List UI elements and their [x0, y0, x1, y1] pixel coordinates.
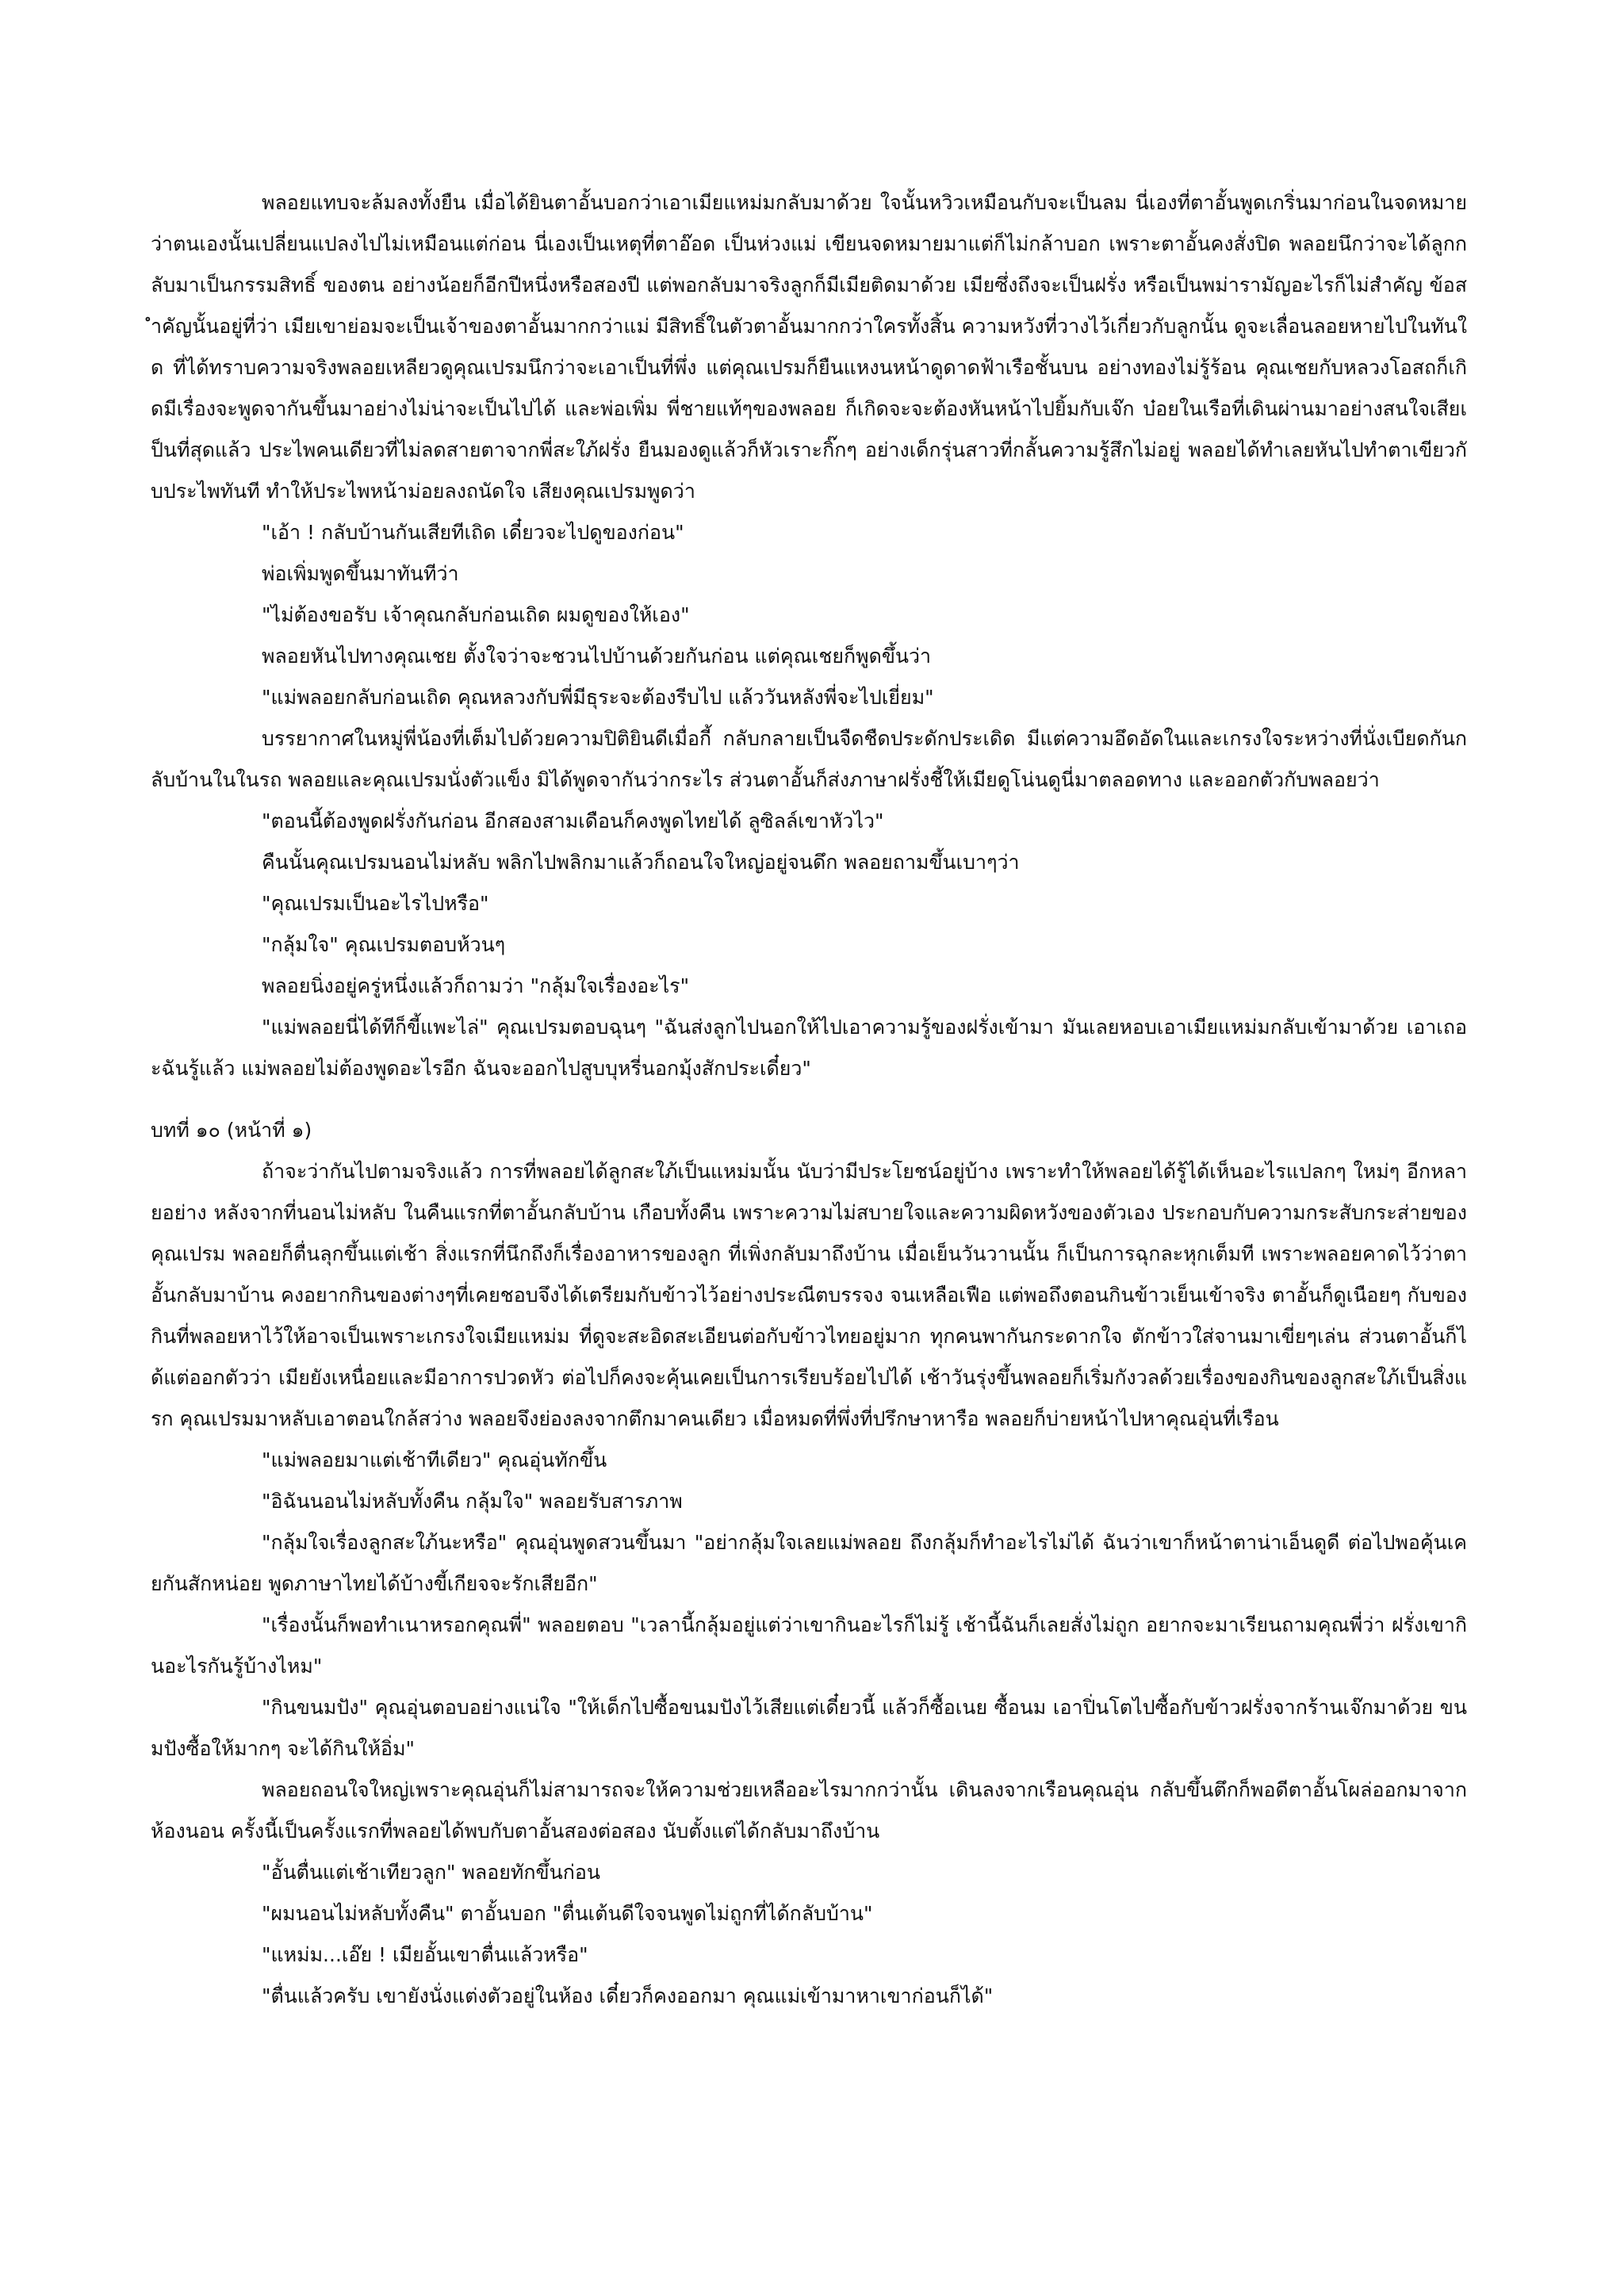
paragraph: "อิฉันนอนไม่หลับทั้งคืน กลุ้มใจ" พลอยรับสารภาพ: [262, 1490, 683, 1513]
paragraph: "แหม่ม...เอ๊ย ! เมียอั้นเขาตื่นแล้วหรือ": [262, 1943, 588, 1966]
paragraph: คืนนั้นคุณเปรมนอนไม่หลับ พลิกไปพลิกมาแล้วก็ถอนใจใหญ่อยู่จนดึก พลอยถามขึ้นเบาๆว่า: [262, 851, 1020, 874]
paragraph: บรรยากาศในหมู่พี่น้องที่เต็มไปด้วยความปิติยินดีเมื่อกี้ กลับกลายเป็นจืดชืดประดักประเดิด มีแต่ความอึดอัดในและเกรงใจระหว่างที่นั่งเบียดกันกลับบ้านในในรถ พลอยและคุณเปรมนั่งตัวแข็ง มิได้พูดจากันว่ากระไร ส่วนตาอั้นก็ส่งภาษาฝรั่งชี้ให้เมียดูโน่นดูนี่มาตลอดทาง และออกตัวกับพลอยว่า: [151, 727, 1467, 791]
paragraph: "ตอนนี้ต้องพูดฝรั่งกันก่อน อีกสองสามเดือนก็คงพูดไทยได้ ลูซิลล์เขาหัวไว": [262, 809, 884, 832]
document-page: [151, 182, 1467, 2017]
paragraph: พ่อเพิ่มพูดขึ้นมาทันทีว่า: [262, 562, 459, 585]
paragraph: "กลุ้มใจ" คุณเปรมตอบห้วนๆ: [262, 933, 506, 956]
paragraph: "อั้นตื่นแต่เช้าเทียวลูก" พลอยทักขึ้นก่อน: [262, 1861, 600, 1884]
paragraph: "กลุ้มใจเรื่องลูกสะใภ้นะหรือ" คุณอุ่นพูดสวนขึ้นมา "อย่ากลุ้มใจเลยแม่พลอย ถึงกลุ้มก็ทำอะไรไม่ได้ ฉันว่าเขาก็หน้าตาน่าเอ็นดูดี ต่อไปพอคุ้นเคยกันสักหน่อย พูดภาษาไทยได้บ้างขี้เกียจจะรักเสียอีก": [151, 1531, 1467, 1595]
paragraph: ถ้าจะว่ากันไปตามจริงแล้ว การที่พลอยได้ลูกสะใภ้เป็นแหม่มนั้น นับว่ามีประโยชน์อยู่บ้าง เพราะทำให้พลอยได้รู้ได้เห็นอะไรแปลกๆ ใหม่ๆ อีกหลายอย่าง หลังจากที่นอนไม่หลับ ในคืนแรกที่ตาอั้นกลับบ้าน เกือบทั้งคืน เพราะความไม่สบายใจและความผิดหวังของตัวเอง ประกอบกับความกระสับกระส่ายของคุณเปรม พลอยก็ตื่นลุกขึ้นแต่เช้า สิ่งแรกที่นึกถึงก็เรื่องอาหารของลูก ที่เพิ่งกลับมาถึงบ้าน เมื่อเย็นวันวานนั้น ก็เป็นการฉุกละหุกเต็มที เพราะพลอยคาดไว้ว่าตาอั้นกลับมาบ้าน คงอยากกินของต่างๆที่เคยชอบจึงได้เตรียมกับข้าวไว้อย่างประณีตบรรจง จนเหลือเฟือ แต่พอถึงตอนกินข้าวเย็นเข้าจริง ตาอั้นก็ดูเนือยๆ กับของกินที่พลอยหาไว้ให้อาจเป็นเพราะเกรงใจเมียแหม่ม ที่ดูจะสะอิดสะเอียนต่อกับข้าวไทยอยู่มาก ทุกคนพากันกระดากใจ ตักข้าวใส่จานมาเขี่ยๆเล่น ส่วนตาอั้นก็ได้แต่ออกตัวว่า เมียยังเหนื่อยและมีอาการปวดหัว ต่อไปก็คงจะคุ้นเคยเป็นการเรียบร้อยไปได้ เช้าวันรุ่งขึ้นพลอยก็เริ่มกังวลด้วยเรื่องของกินของลูกสะใภ้เป็นสิ่งแรก คุณเปรมมาหลับเอาตอนใกล้สว่าง พลอยจึงย่องลงจากตึกมาคนเดียว เมื่อหมดที่พึ่งที่ปรึกษาหารือ พลอยก็บ่ายหน้าไปหาคุณอุ่นที่เรือน: [151, 1160, 1467, 1430]
paragraph: พลอยหันไปทางคุณเชย ตั้งใจว่าจะชวนไปบ้านด้วยกันก่อน แต่คุณเชยก็พูดขึ้นว่า: [262, 645, 932, 668]
paragraph: "เอ้า ! กลับบ้านกันเสียทีเถิด เดี๋ยวจะไปดูของก่อน": [262, 521, 684, 544]
chapter-heading: บทที่ ๑๐ (หน้าที่ ๑): [151, 1119, 312, 1142]
paragraph: "แม่พลอยมาแต่เช้าทีเดียว" คุณอุ่นทักขึ้น: [262, 1448, 607, 1471]
paragraph: พลอยนิ่งอยู่ครู่หนึ่งแล้วก็ถามว่า "กลุ้มใจเรื่องอะไร": [262, 974, 690, 997]
paragraph: "ไม่ต้องขอรับ เจ้าคุณกลับก่อนเถิด ผมดูของให้เอง": [262, 603, 690, 626]
paragraph: "ตื่นแล้วครับ เขายังนั่งแต่งตัวอยู่ในห้อง เดี๋ยวก็คงออกมา คุณแม่เข้ามาหาเขาก่อนก็ได้": [262, 1984, 994, 2007]
paragraph: พลอยแทบจะล้มลงทั้งยืน เมื่อได้ยินตาอั้นบอกว่าเอาเมียแหม่มกลับมาด้วย ใจนั้นหวิวเหมือนกับจะเป็นลม นี่เองที่ตาอั้นพูดเกริ่นมาก่อนในจดหมาย ว่าตนเองนั้นเปลี่ยนแปลงไปไม่เหมือนแต่ก่อน นี่เองเป็นเหตุที่ตาอ๊อด เป็นห่วงแม่ เขียนจดหมายมาแต่ก็ไม่กล้าบอก เพราะตาอั้นคงสั่งปิด พลอยนึกว่าจะได้ลูกกลับมาเป็นกรรมสิทธิ์ ของตน อย่างน้อยก็อีกปีหนึ่งหรือสองปี แต่พอกลับมาจริงลูกก็มีเมียติดมาด้วย เมียซึ่งถึงจะเป็นฝรั่ง หรือเป็นพม่ารามัญอะไรก็ไม่สำคัญ ข้อสำคัญนั้นอยู่ที่ว่า เมียเขาย่อมจะเป็นเจ้าของตาอั้นมากกว่าแม่ มีสิทธิ์ในตัวตาอั้นมากกว่าใครทั้งสิ้น ความหวังที่วางไว้เกี่ยวกับลูกนั้น ดูจะเลื่อนลอยหายไปในทันใด ที่ได้ทราบความจริงพลอยเหลียวดูคุณเปรมนึกว่าจะเอาเป็นที่พึ่ง แต่คุณเปรมก็ยืนแหงนหน้าดูดาดฟ้าเรือชั้นบน อย่างทองไม่รู้ร้อน คุณเชยกับหลวงโอสถก็เกิดมีเรื่องจะพูดจากันขึ้นมาอย่างไม่น่าจะเป็นไปได้ และพ่อเพิ่ม พี่ชายแท้ๆของพลอย ก็เกิดจะจะต้องหันหน้าไปยิ้มกับเจ๊ก บ๋อยในเรือที่เดินผ่านมาอย่างสนใจเสียเป็นที่สุดแล้ว ประไพคนเดียวที่ไม่ลดสายตาจากพี่สะใภ้ฝรั่ง ยืนมองดูแล้วก็หัวเราะกิ๊กๆ อย่างเด็กรุ่นสาวที่กลั้นความรู้สึกไม่อยู่ พลอยได้ทำเลยหันไปทำตาเขียวกับประไพทันที ทำให้ประไพหน้าม่อยลงถนัดใจ เสียงคุณเปรมพูดว่า: [151, 191, 1467, 503]
paragraph: "คุณเปรมเป็นอะไรไปหรือ": [262, 892, 489, 915]
paragraph: "แม่พลอยนี่ได้ทีก็ขี้แพะไล่" คุณเปรมตอบฉุนๆ "ฉันส่งลูกไปนอกให้ไปเอาความรู้ของฝรั่งเข้ามา มันเลยหอบเอาเมียแหม่มกลับเข้ามาด้วย เอาเถอะฉันรู้แล้ว แม่พลอยไม่ต้องพูดอะไรอีก ฉันจะออกไปสูบบุหรี่นอกมุ้งสักประเดี๋ยว": [151, 1016, 1467, 1080]
paragraph: "เรื่องนั้นก็พอทำเนาหรอกคุณพี่" พลอยตอบ "เวลานี้กลุ้มอยู่แต่ว่าเขากินอะไรก็ไม่รู้ เช้านี้ฉันก็เลยสั่งไม่ถูก อยากจะมาเรียนถามคุณพี่ว่า ฝรั่งเขากินอะไรกันรู้บ้างไหม": [151, 1613, 1467, 1678]
paragraph: "กินขนมปัง" คุณอุ่นตอบอย่างแน่ใจ "ให้เด็กไปซื้อขนมปังไว้เสียแต่เดี๋ยวนี้ แล้วก็ซื้อเนย ซื้อนม เอาปิ่นโตไปซื้อกับข้าวฝรั่งจากร้านเจ๊กมาด้วย ขนมปังซื้อให้มากๆ จะได้กินให้อิ่ม": [151, 1696, 1467, 1760]
paragraph: "แม่พลอยกลับก่อนเถิด คุณหลวงกับพี่มีธุระจะต้องรีบไป แล้ววันหลังพี่จะไปเยี่ยม": [262, 686, 934, 709]
paragraph: พลอยถอนใจใหญ่เพราะคุณอุ่นก็ไม่สามารถจะให้ความช่วยเหลืออะไรมากกว่านั้น เดินลงจากเรือนคุณอุ่น กลับขึ้นตึกก็พอดีตาอั้นโผล่ออกมาจากห้องนอน ครั้งนี้เป็นครั้งแรกที่พลอยได้พบกับตาอั้นสองต่อสอง นับตั้งแต่ได้กลับมาถึงบ้าน: [151, 1778, 1467, 1843]
paragraph: "ผมนอนไม่หลับทั้งคืน" ตาอั้นบอก "ตื่นเต้นดีใจจนพูดไม่ถูกที่ได้กลับบ้าน": [262, 1902, 873, 1925]
